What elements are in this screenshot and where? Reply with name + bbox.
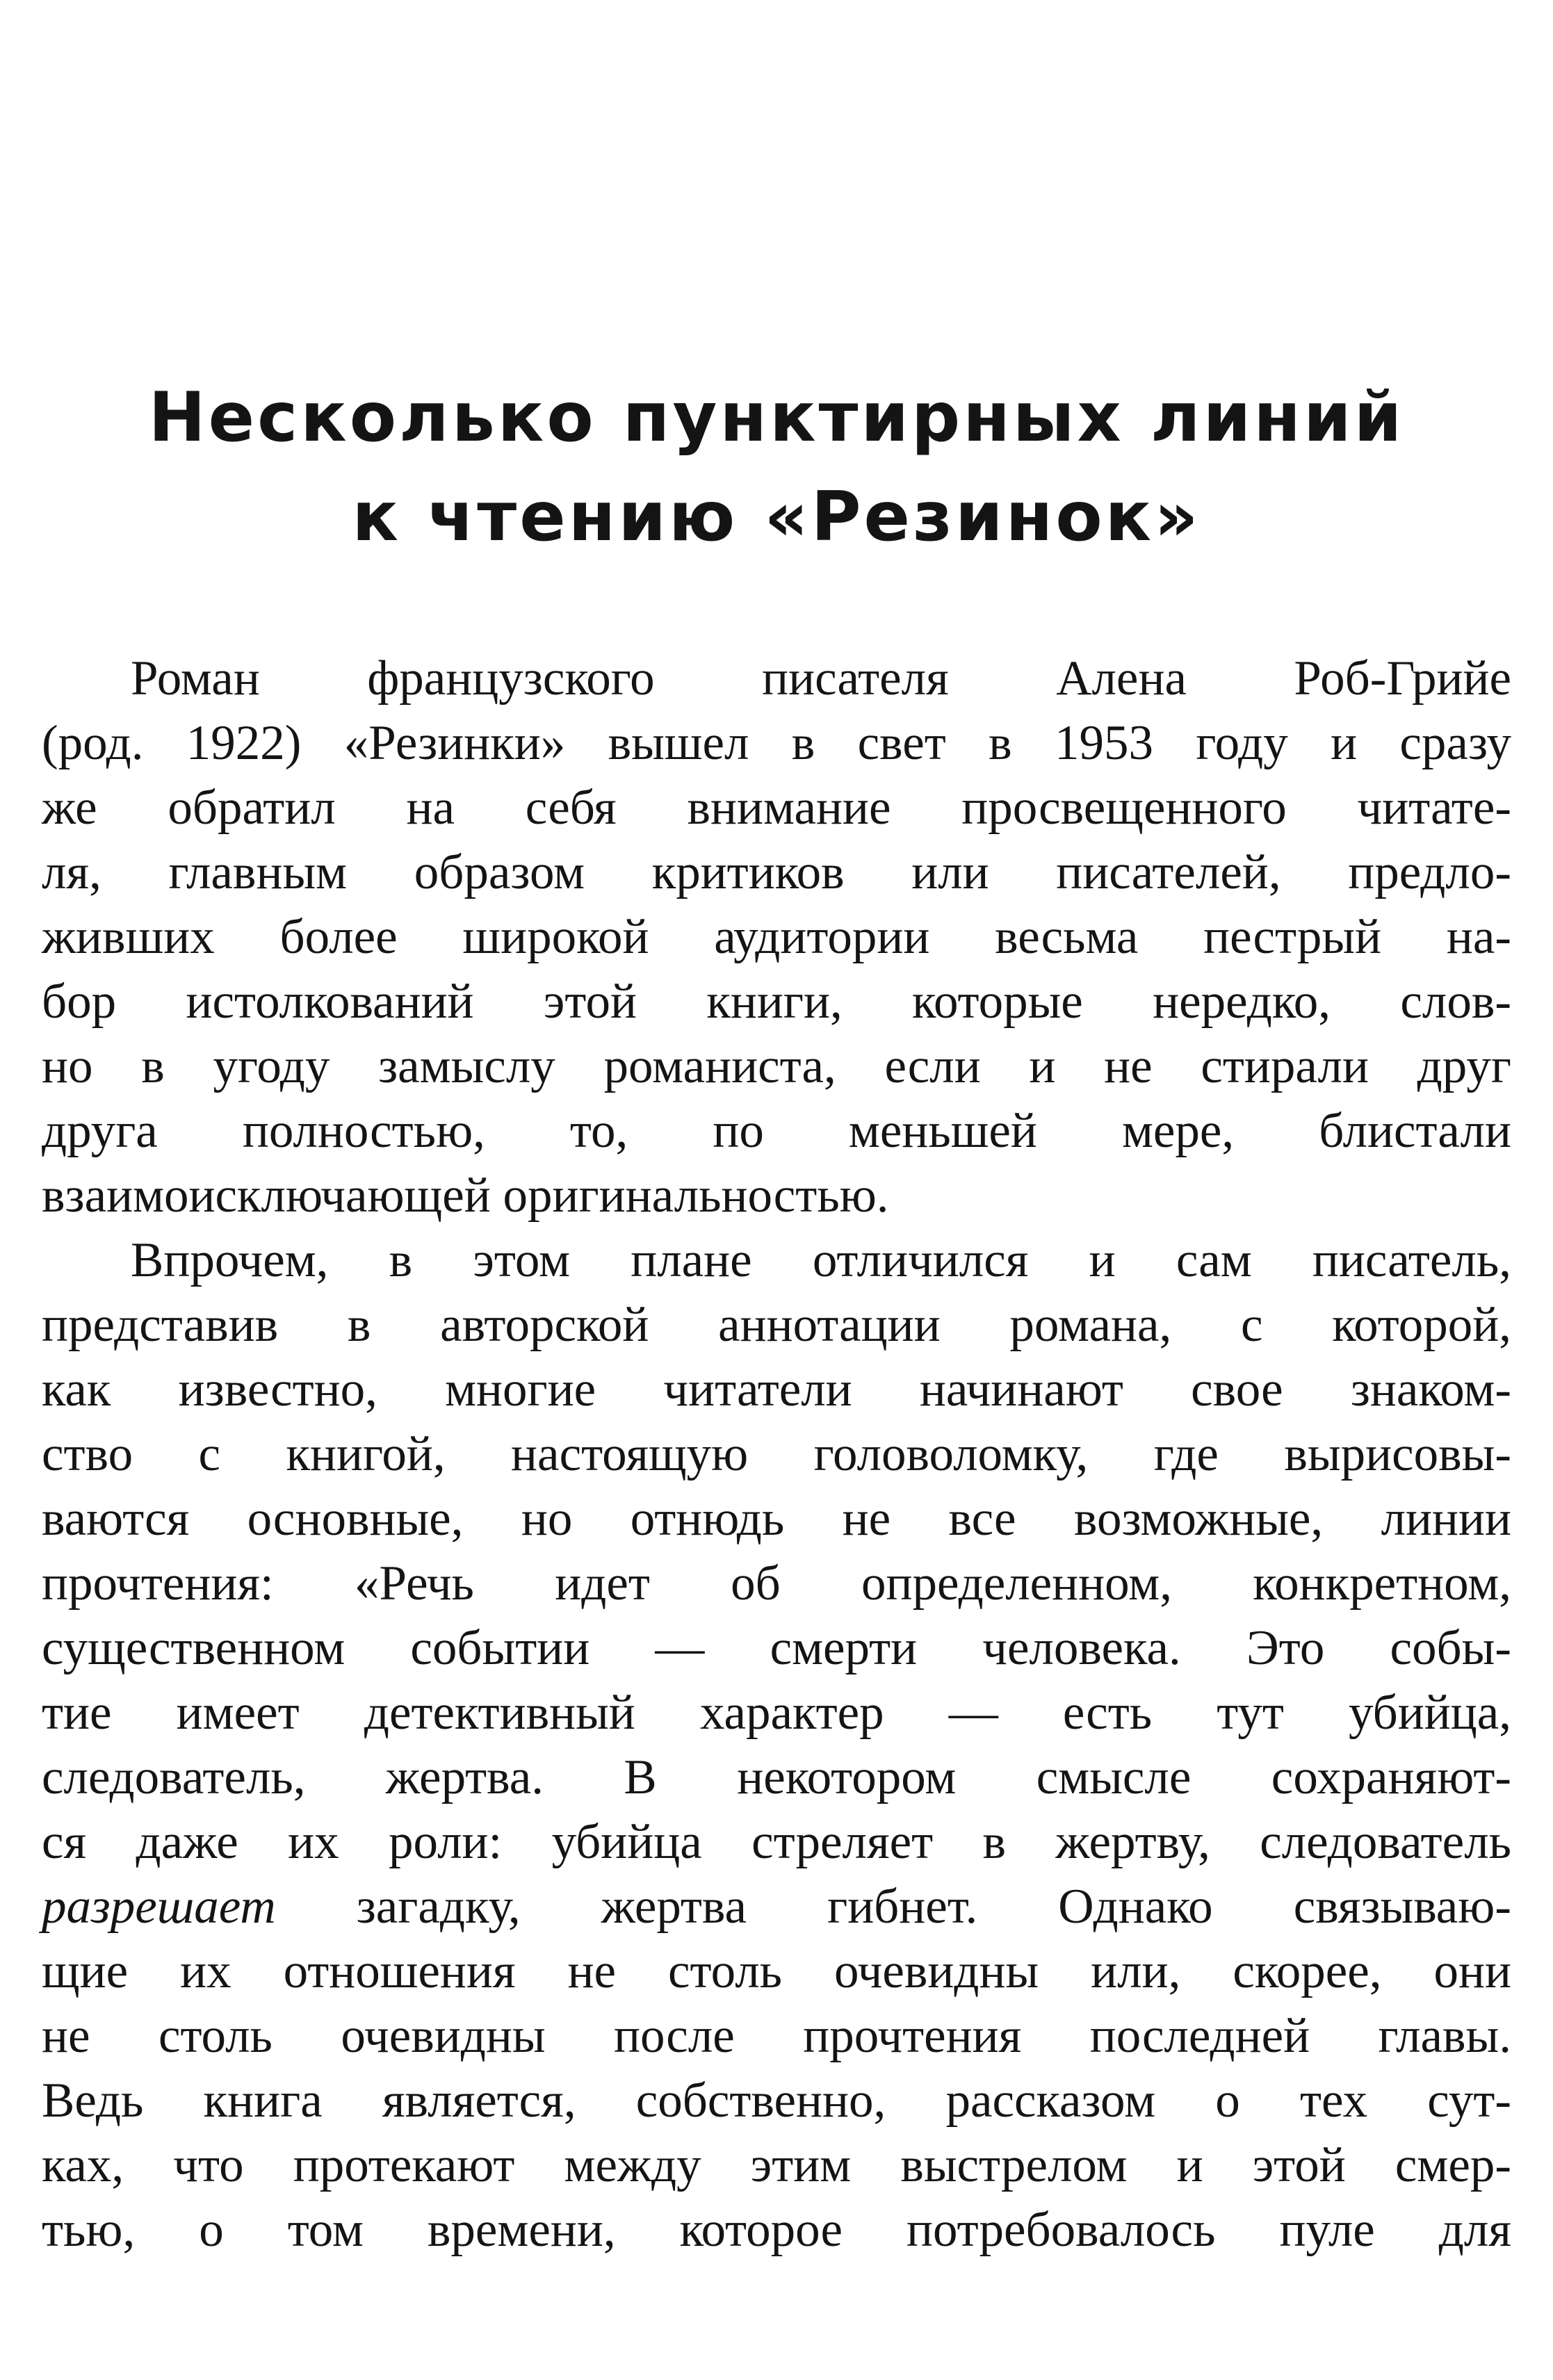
text-line: представив в авторской аннотации романа, с которой, [42,1298,1511,1352]
text-line: тие имеет детективный характер — есть тут убийца, [42,1686,1511,1740]
text-line: ся даже их роли: убийца стреляет в жертву, следователь [42,1815,1511,1869]
text-line: Роман французского писателя Алена Роб-Грийе [131,651,1511,706]
text-line: но в угоду замыслу романиста, если и не стирали друг [42,1039,1511,1093]
text-line: же обратил на себя внимание просвещенного читате- [42,781,1511,835]
book-page [42,0,1511,2380]
text-line: как известно, многие читатели начинают свое знаком- [42,1362,1511,1417]
body-text [42,646,1511,2263]
text-line: не столь очевидны после прочтения последней главы. [42,2009,1511,2063]
text-line: ваются основные, но отнюдь не все возможные, линии [42,1492,1511,1546]
text-line: друга полностью, то, по меньшей мере, блистали [42,1104,1511,1158]
chapter-title-line-2: к чтению «Резинок» [352,478,1201,557]
text-line: существенном событии — смерти человека. Это собы- [42,1621,1511,1675]
italic-line-rest: загадку, жертва гибнет. Однако связываю- [275,1880,1511,1934]
text-line-with-italic [42,1875,1511,1939]
text-line: следователь, жертва. В некотором смысле сохраняют- [42,1750,1511,1804]
chapter-title [42,368,1511,567]
text-line: ство с книгой, настоящую головоломку, где вырисовы- [42,1427,1511,1481]
text-line: тью, о том времени, которое потребовалось пуле для [42,2203,1511,2257]
text-line: ках, что протекают между этим выстрелом и этой смер- [42,2138,1511,2192]
text-line: бор истолкований этой книги, которые нередко, слов- [42,975,1511,1029]
chapter-title-line-1: Несколько пунктирных линий [148,378,1405,457]
text-line: Впрочем, в этом плане отличился и сам писатель, [131,1233,1511,1287]
text-line: прочтения: «Речь идет об определенном, конкретном, [42,1556,1511,1611]
text-line: живших более широкой аудитории весьма пестрый на- [42,910,1511,964]
text-line: Ведь книга является, собственно, рассказом о тех сут- [42,2073,1511,2128]
paragraph-1 [42,646,1511,1228]
text-line: взаимоисключающей оригинальностью. [42,1168,889,1223]
italic-word: разрешает [42,1880,276,1934]
text-line: (род. 1922) «Резинки» вышел в свет в 1953 году и сразу [42,716,1511,770]
text-line: ля, главным образом критиков или писателей, предло- [42,845,1511,899]
paragraph-2 [42,1228,1511,2263]
text-line: щие их отношения не столь очевидны или, скорее, они [42,1944,1511,1998]
